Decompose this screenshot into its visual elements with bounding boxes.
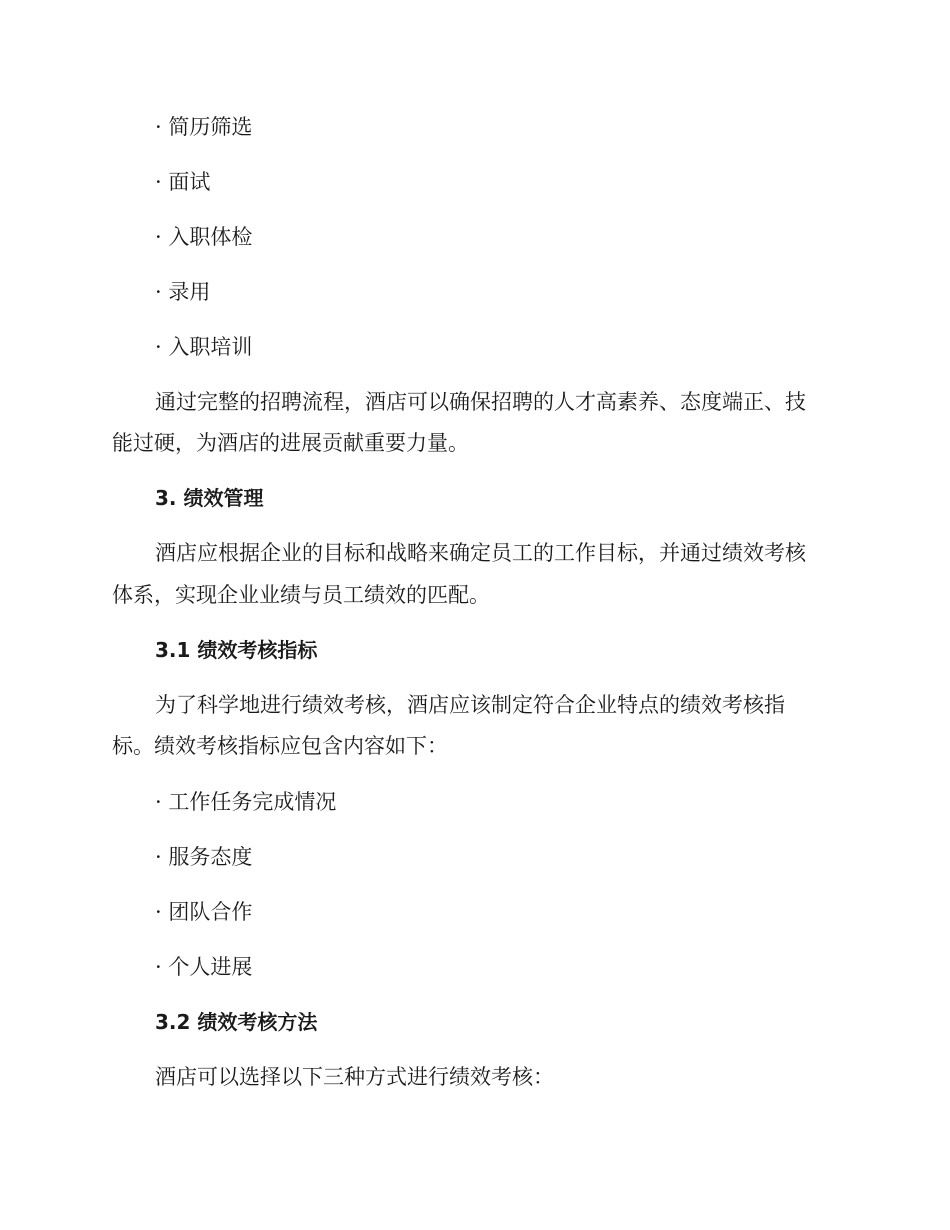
list-item: · 团队合作 xyxy=(155,900,253,924)
paragraph-line: 能过硬，为酒店的进展贡献重要力量。 xyxy=(112,431,469,455)
list-item: · 服务态度 xyxy=(155,845,253,869)
section-heading: 3. 绩效管理 xyxy=(155,486,264,510)
paragraph-line: 通过完整的招聘流程，酒店可以确保招聘的人才高素养、态度端正、技 xyxy=(155,390,806,414)
paragraph-line: 标。绩效考核指标应包含内容如下： xyxy=(112,734,448,758)
list-item: · 面试 xyxy=(155,170,211,194)
paragraph-line: 体系，实现企业业绩与员工绩效的匹配。 xyxy=(112,583,490,607)
paragraph-line: 酒店应根据企业的目标和战略来确定员工的工作目标，并通过绩效考核 xyxy=(155,541,806,565)
list-item: · 入职体检 xyxy=(155,225,253,249)
section-heading: 3.1 绩效考核指标 xyxy=(155,638,318,662)
paragraph-line: 为了科学地进行绩效考核，酒店应该制定符合企业特点的绩效考核指 xyxy=(155,693,785,717)
paragraph-line: 酒店可以选择以下三种方式进行绩效考核： xyxy=(155,1065,554,1089)
list-item: · 入职培训 xyxy=(155,335,253,359)
list-item: · 录用 xyxy=(155,280,211,304)
list-item: · 工作任务完成情况 xyxy=(155,790,337,814)
list-item: · 简历筛选 xyxy=(155,115,253,139)
list-item: · 个人进展 xyxy=(155,955,253,979)
section-heading: 3.2 绩效考核方法 xyxy=(155,1010,318,1034)
